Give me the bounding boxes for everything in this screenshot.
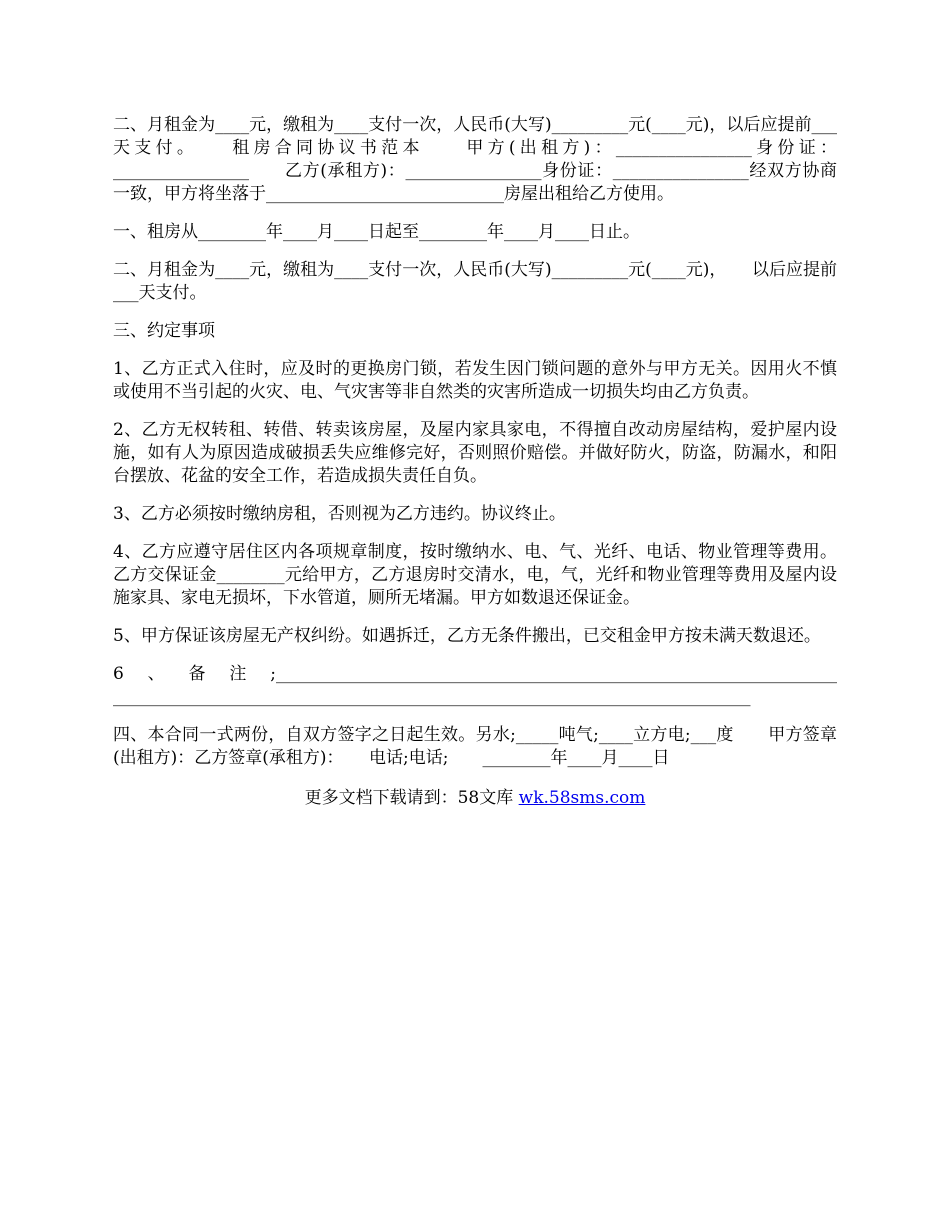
clause-4: 4、乙方应遵守居住区内各项规章制度，按时缴纳水、电、气、光纤、电话、物业管理等费用。乙方交保证金________元给甲方，乙方退房时交清水，电，气，光纤和物业管理等费用及屋内设施家具、家电无损坏，下水管道，厕所无堵漏。甲方如数退还保证金。	[113, 542, 837, 608]
paragraph-monthly-rent: 二、月租金为____元，缴租为____支付一次，人民币(大写)_________元(____元)， 以后应提前___天支付。	[113, 260, 837, 303]
paragraph-rental-period: 一、租房从________年____月____日起至________年____月____日止。	[113, 222, 640, 242]
section-heading-agreed-terms: 三、约定事项	[113, 321, 215, 341]
clause-5: 5、甲方保证该房屋无产权纠纷。如遇拆迁，乙方无条件搬出，已交租金甲方按未满天数退还。	[113, 626, 821, 646]
clause-3: 3、乙方必须按时缴纳房租，否则视为乙方违约。协议终止。	[113, 504, 566, 524]
paragraph-signatures: 四、本合同一式两份，自双方签字之日起生效。另水;_____吨气;____立方电;___度 甲方签章(出租方)：乙方签章(承租方)： 电话;电话; ________年____月____日	[113, 725, 837, 768]
footer-link[interactable]: wk.58sms.com	[518, 788, 646, 808]
clause-6-remarks: 6、备注;__________________________________________________________________ ___________________________________________________________________________	[113, 664, 871, 707]
clause-1: 1、乙方正式入住时，应及时的更换房门锁，若发生因门锁问题的意外与甲方无关。因用火不慎或使用不当引起的火灾、电、气灾害等非自然类的灾害所造成一切损失均由乙方负责。	[113, 359, 837, 402]
footer-text: 更多文档下载请到：58文库	[304, 788, 519, 808]
paragraph-rent-header: 二、月租金为____元，缴租为____支付一次，人民币(大写)_________元(____元)，以后应提前___天支付。 租房合同协议书范本 甲方(出租方)：________________身份证：________________ 乙方(承租方)：________________身份证：________________经双方协商一致，甲方将坐落于____________________________房屋出租给乙方使用。	[113, 115, 837, 204]
document-body	[113, 114, 871, 810]
clause-2: 2、乙方无权转租、转借、转卖该房屋，及屋内家具家电，不得擅自改动房屋结构，爱护屋内设施，如有人为原因造成破损丢失应维修完好，否则照价赔偿。并做好防火，防盗，防漏水，和阳台摆放、花盆的安全工作，若造成损失责任自负。	[113, 420, 837, 486]
download-footer	[113, 787, 837, 810]
